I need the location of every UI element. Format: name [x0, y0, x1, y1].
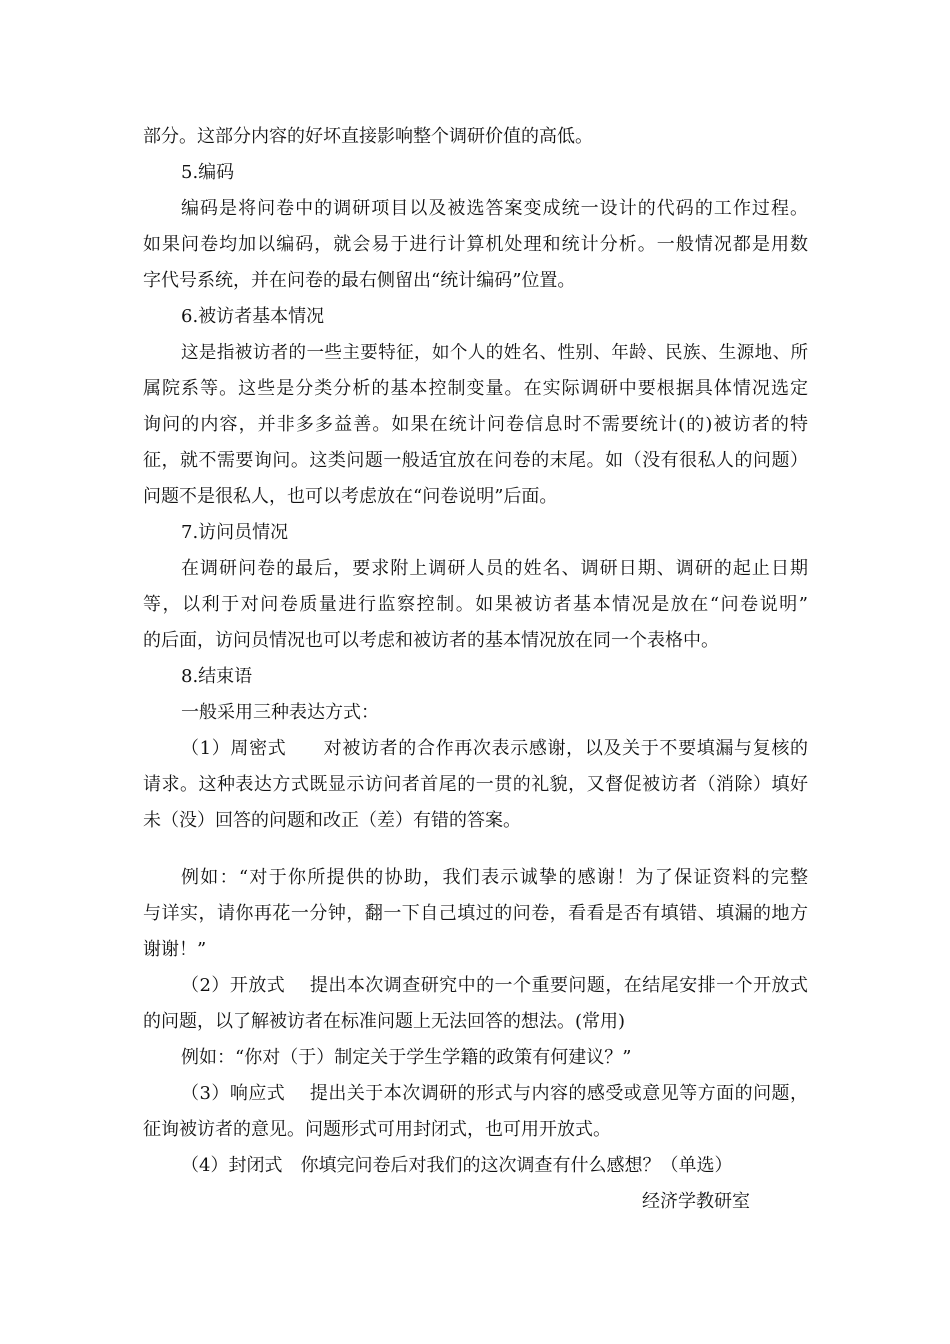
section-heading-8: 8.结束语 — [181, 666, 253, 687]
text-line: （4）封闭式 你填完问卷后对我们的这次调查有什么感想？（单选） — [181, 1155, 733, 1176]
text-line: 谢谢！” — [143, 939, 207, 960]
text-line: 等，以利于对问卷质量进行监察控制。如果被访者基本情况是放在“问卷说明” — [143, 594, 808, 615]
text-line: 问题不是很私人，也可以考虑放在“问卷说明”后面。 — [143, 486, 558, 507]
section-heading-7: 7.访问员情况 — [181, 522, 289, 543]
text-line: 如果问卷均加以编码，就会易于进行计算机处理和统计分析。一般情况都是用数 — [143, 234, 808, 255]
section-heading-5: 5.编码 — [181, 162, 235, 183]
text-line: 例如：“你对（于）制定关于学生学籍的政策有何建议？” — [181, 1047, 632, 1068]
text-line: 编码是将问卷中的调研项目以及被选答案变成统一设计的代码的工作过程。 — [181, 198, 808, 219]
text-line: 与详实，请你再花一分钟，翻一下自己填过的问卷，看看是否有填错、填漏的地方 — [143, 903, 808, 924]
text-line: （1）周密式 对被访者的合作再次表示感谢，以及关于不要填漏与复核的 — [181, 738, 808, 759]
text-line: 请求。这种表达方式既显示访问者首尾的一贯的礼貌，又督促被访者（消除）填好 — [143, 774, 808, 795]
text-line: 在调研问卷的最后，要求附上调研人员的姓名、调研日期、调研的起止日期 — [181, 558, 808, 579]
signature: 经济学教研室 — [642, 1191, 750, 1212]
text-line: 这是指被访者的一些主要特征，如个人的姓名、性别、年龄、民族、生源地、所 — [181, 343, 808, 363]
section-heading-6: 6.被访者基本情况 — [181, 306, 325, 327]
text-line: （2）开放式 提出本次调查研究中的一个重要问题，在结尾安排一个开放式 — [181, 975, 808, 996]
text-line: 未（没）回答的问题和改正（差）有错的答案。 — [143, 810, 521, 831]
text-line: 字代号系统，并在问卷的最右侧留出“统计编码”位置。 — [143, 270, 576, 291]
text-line: 询问的内容，并非多多益善。如果在统计问卷信息时不需要统计(的)被访者的特 — [143, 414, 808, 435]
text-line: 例如：“对于你所提供的协助，我们表示诚挚的感谢！为了保证资料的完整 — [181, 867, 808, 888]
text-line: （3）响应式 提出关于本次调研的形式与内容的感受或意见等方面的问题， — [181, 1083, 808, 1104]
text-line: 的后面，访问员情况也可以考虑和被访者的基本情况放在同一个表格中。 — [143, 630, 719, 651]
text-line: 部分。这部分内容的好坏直接影响整个调研价值的高低。 — [143, 126, 593, 147]
text-line: 一般采用三种表达方式： — [181, 702, 379, 723]
text-line: 征，就不需要询问。这类问题一般适宜放在问卷的末尾。如（没有很私人的问题） — [143, 450, 808, 471]
text-line: 属院系等。这些是分类分析的基本控制变量。在实际调研中要根据具体情况选定 — [143, 378, 808, 399]
text-line: 的问题，以了解被访者在标准问题上无法回答的想法。(常用) — [143, 1011, 626, 1032]
text-line: 征询被访者的意见。问题形式可用封闭式，也可用开放式。 — [143, 1119, 611, 1140]
